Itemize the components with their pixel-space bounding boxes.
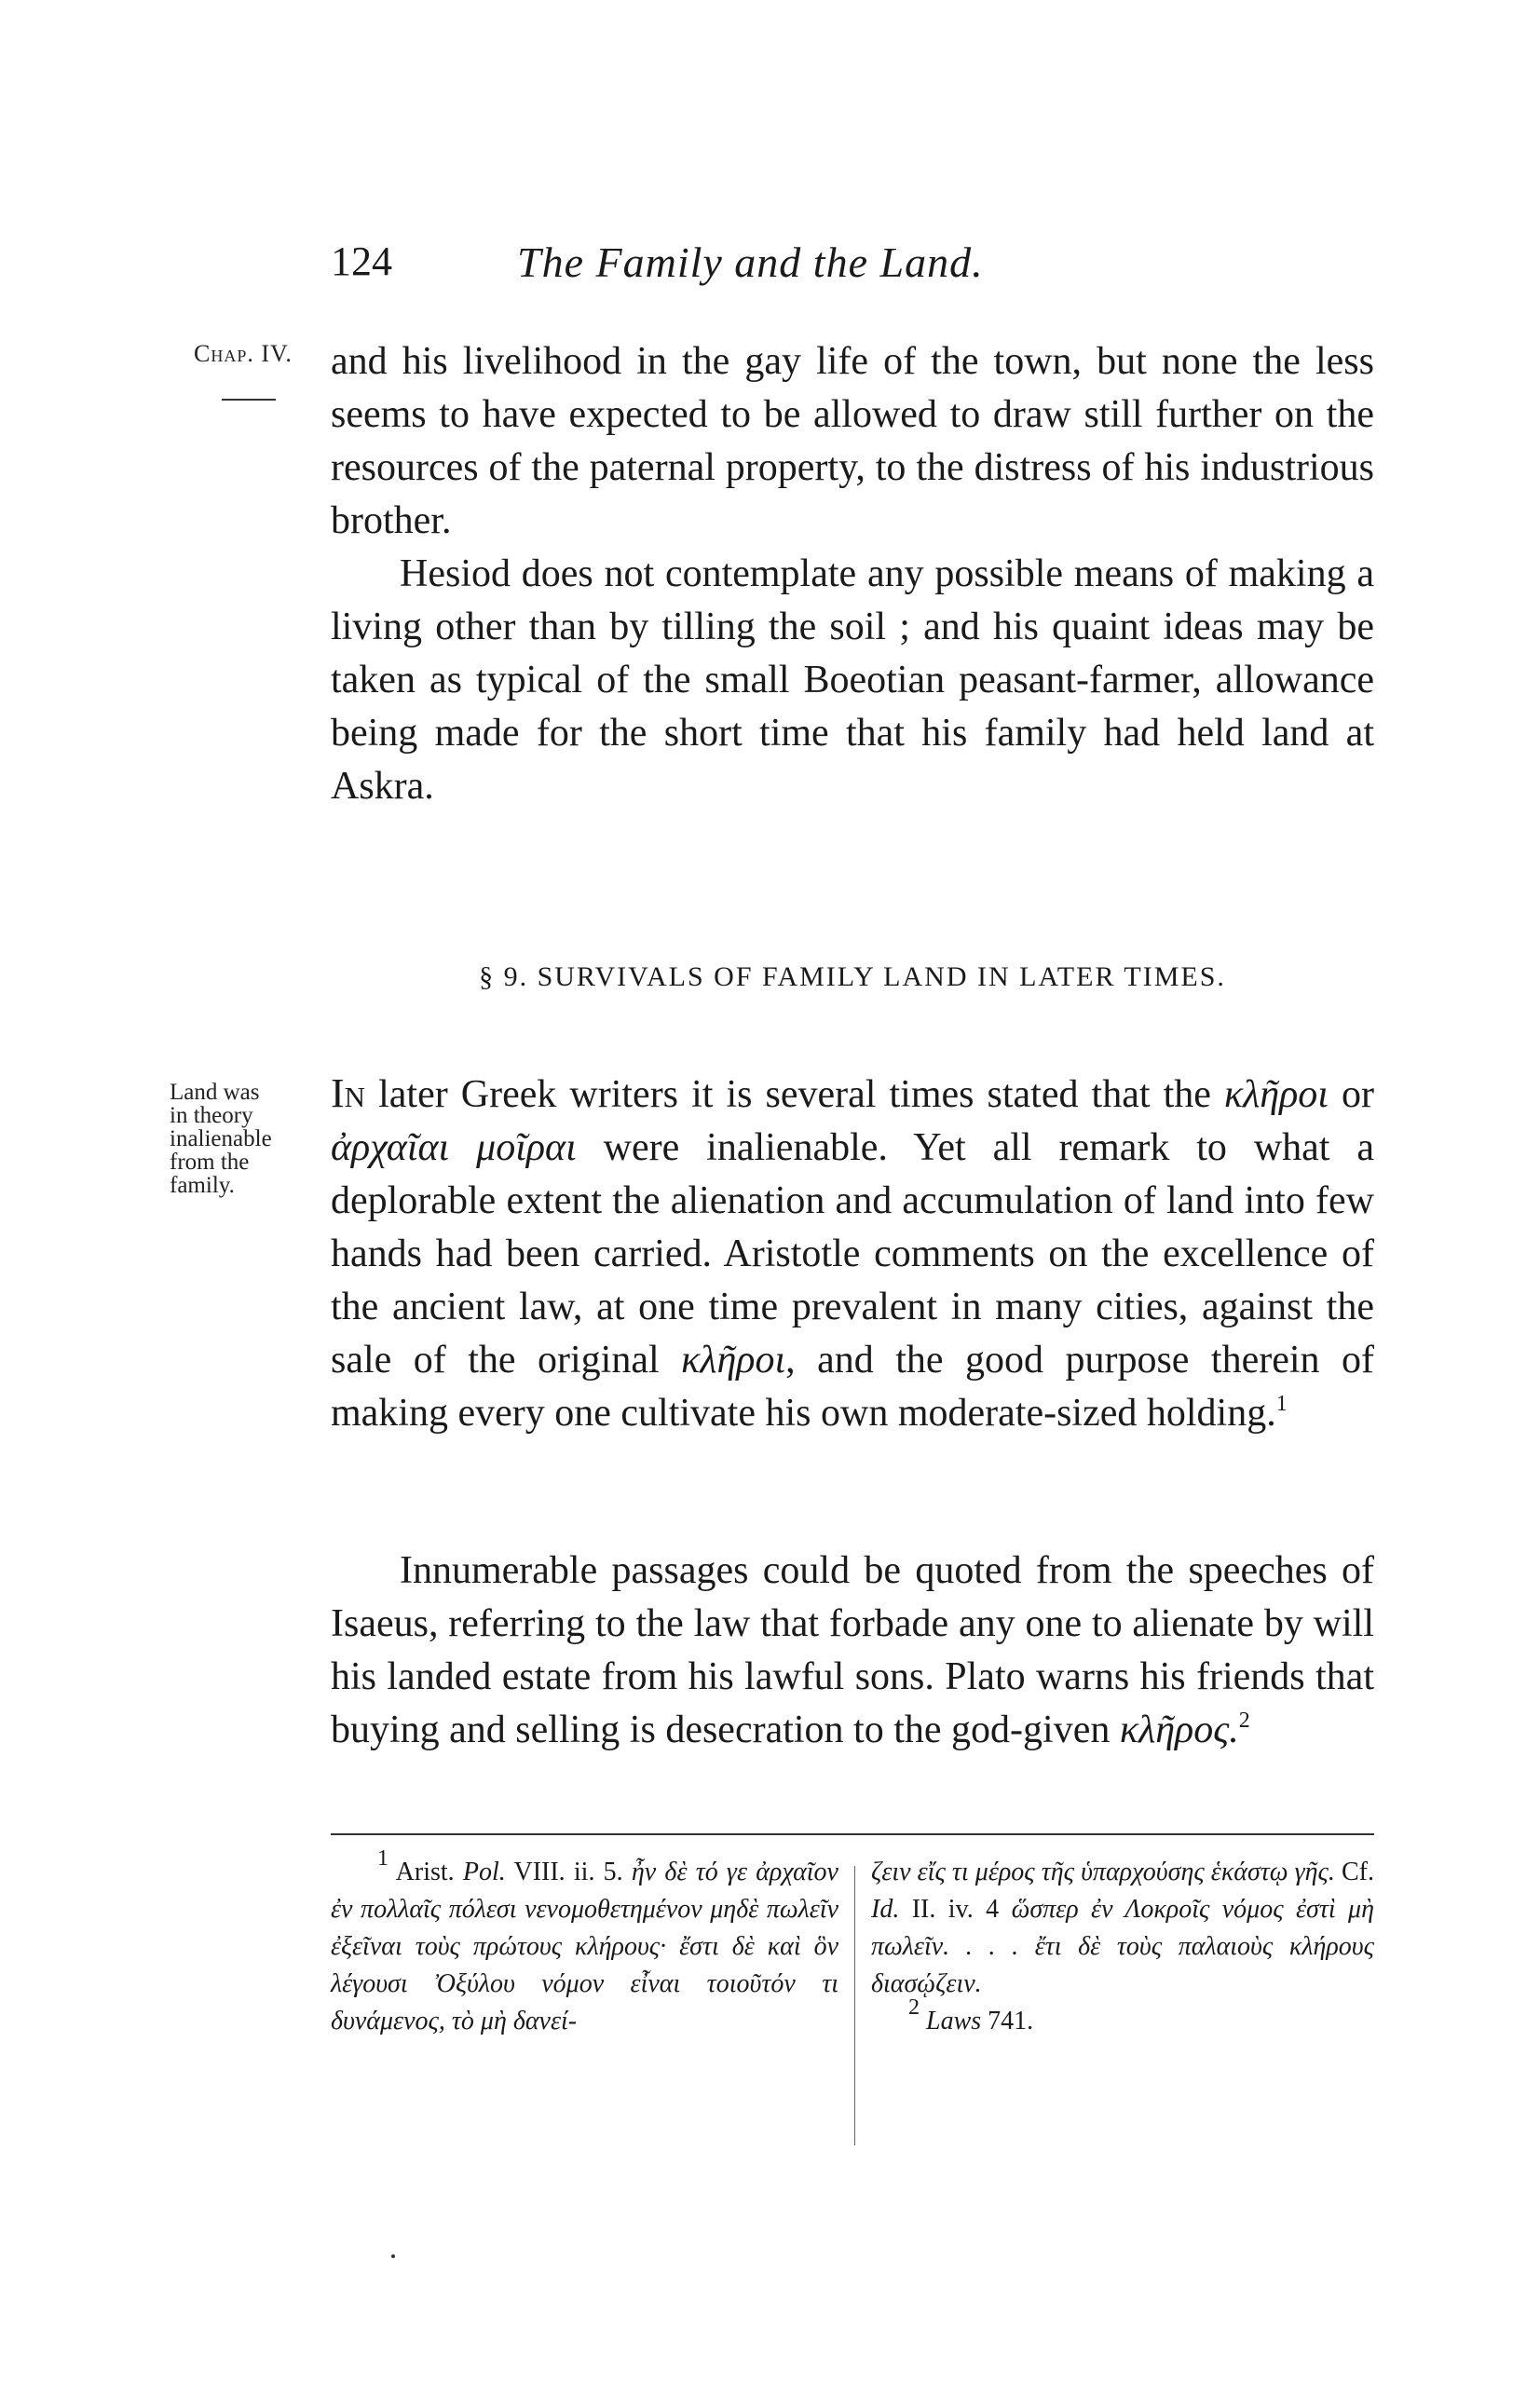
greek-term: κλῆρος. (1119, 1709, 1239, 1751)
greek-term: κλῆροι (681, 1339, 786, 1382)
paragraph-hesiod: Hesiod does not contemplate any possible means of making a living other than by tilling the soil ; and his quaint ideas may be taken as typical of the small Boeotian peasant-farmer, allowance being made for the short time that his family had held land at Askra. (331, 552, 1374, 808)
paragraph-isaeus: Innumerable passages could be quoted from the speeches of Isaeus, referring to the law that forbade any one to alienate by will his landed estate from his lawful sons. Plato warns his friends that buying and selling is desecration to the god-given κλῆρος.$^2$ (331, 1549, 1374, 1751)
section-heading: § 9. SURVIVALS OF FAMILY LAND IN LATER TIMES. (479, 961, 1226, 992)
footnote-marker: 1 (377, 1846, 388, 1871)
footnote-2: $^2$ Laws 741. (908, 1995, 1034, 2035)
chapter-dash (222, 399, 276, 401)
margin-note-line: Land was (170, 1080, 260, 1105)
chapter-margin-label: Chap. IV. (194, 340, 293, 367)
footnote-rule (331, 1833, 1374, 1835)
footnote-ref[interactable]: 2 (1238, 1709, 1250, 1733)
footnote-greek: ζειν εἴς τι μέρος τῆς ὑπαρχούσης ἑκάστῳ γῆς. (871, 1858, 1335, 1886)
greek-term: ἀρχαῖαι μοῖραι (331, 1126, 577, 1169)
footnote-greek: ὥσπερ ἐν Λοκροῖς νόμος ἐστὶ μὴ πωλεῖν. . . . ἔτι δὲ τοὺς παλαιοὺς κλήρους διασῴζειν. (871, 1895, 1374, 1998)
footnote-ref[interactable]: 1 (1275, 1392, 1288, 1416)
footnote-continuation: ζειν εἴς τι μέρος τῆς ὑπαρχούσης ἑκάστῳ γῆς. Cf. Id. II. iv. 4 ὥσπερ ἐν Λοκροῖς νόμος ἐστὶ μὴ πωλεῖν. . . . ἔτι δὲ τοὺς παλαιοὺς κλήρους διασῴζειν. $^2$ Laws 741. (871, 1854, 1374, 2040)
footnote-greek: ἦν δὲ τό γε ἀρχαῖον ἐν πολλαῖς πόλεσι νενομοθετημένον μηδὲ πωλεῖν ἐξεῖναι τοὺς πρώτους κλήρους· ἔστι δὲ καὶ ὃν λέγουσι Ὀξύλου νόμον εἶναι τοιοῦτόν τι δυνάμενος, τὸ μὴ δανεί- (331, 1858, 838, 2035)
drop-word: In (331, 1070, 366, 1116)
greek-term: κλῆροι (1223, 1073, 1329, 1116)
footnote-1: $^1$ Arist. Pol. VIII. ii. 5. ἦν δὲ τό γε ἀρχαῖον ἐν πολλαῖς πόλεσι νενομοθετημένον μηδὲ πωλεῖν ἐξεῖναι τοὺς πρώτους κλήρους· ἔστι δὲ καὶ ὃν λέγουσι Ὀξύλου νόμον εἶναι τοιοῦτόν τι δυνάμενος, τὸ μὴ δανεί- (331, 1846, 838, 2035)
footnote-column-divider (854, 1866, 855, 2145)
margin-note-line: family. (170, 1173, 235, 1198)
page-header (331, 238, 1374, 303)
page-number: 124 (331, 238, 392, 284)
margin-note-line: inalienable (170, 1126, 272, 1151)
margin-note (170, 1081, 333, 1197)
paragraph-continuation: and his livelihood in the gay life of the town, but none the less seems to have expected to be allowed to draw still further on the resources of the paternal property, to the distress of his industrious brother. (331, 340, 1374, 542)
paragraph-later-writers: In later Greek writers it is several times stated that the κλῆροι or ἀρχαῖαι μοῖραι were inalienable. Yet all remark to what a deplorable extent the alienation and accumulation of land into few hands had been carried. Aristotle comments on the excellence of the ancient law, at one time prevalent in many cities, against the sale of the original κλῆροι, and the good purpose therein of making every one cultivate his own moderate-sized holding.$^1$ (331, 1070, 1375, 1435)
running-title: The Family and the Land. (517, 238, 984, 286)
margin-note-line: in theory (170, 1103, 253, 1128)
print-speck (391, 2254, 395, 2258)
margin-note-line: from the (170, 1150, 250, 1175)
footnote-marker: 2 (908, 1995, 920, 2020)
